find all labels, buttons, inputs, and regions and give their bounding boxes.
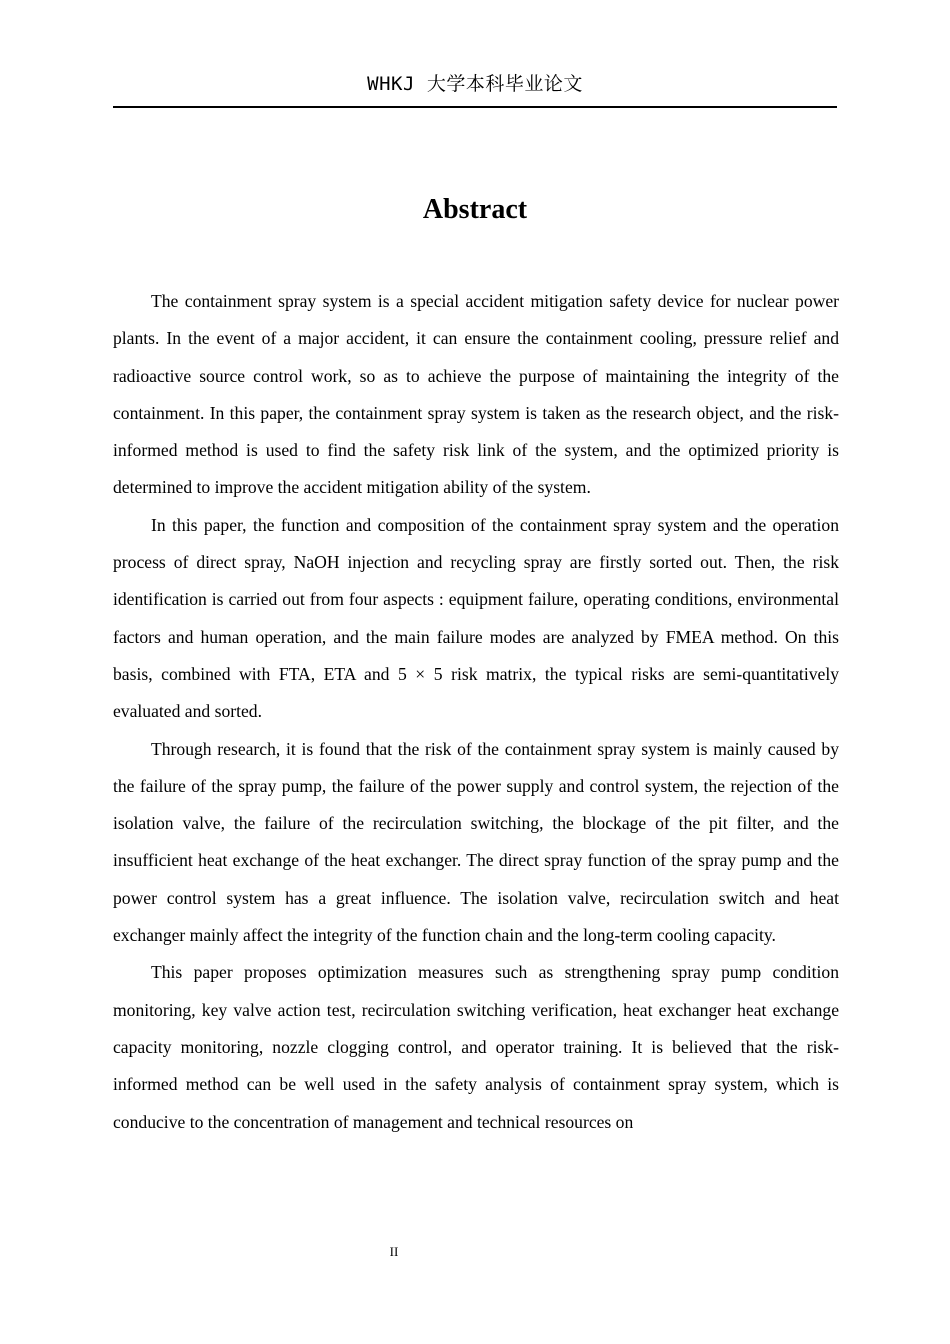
- abstract-paragraph-1: The containment spray system is a special accident mitigation safety device for nuclear power plants. In the event of a major accident, it can ensure the containment cooling, pressure relief and radioactive source control work, so as to achieve the purpose of maintaining the integrity of the containment. In this paper, the containment spray system is taken as the research object, and the risk-informed method is used to find the safety risk link of the system, and the optimized priority is determined to improve the accident mitigation ability of the system.: [113, 291, 839, 498]
- page-header: [113, 68, 837, 108]
- header-title: WHKJ 大学本科毕业论文: [367, 73, 583, 95]
- abstract-paragraph-3: Through research, it is found that the risk of the containment spray system is mainly caused by the failure of the spray pump, the failure of the power supply and control system, the rejection of the isolation valve, the failure of the recirculation switching, the blockage of the pit filter, and the insufficient heat exchange of the heat exchanger. The direct spray function of the spray pump and the power control system has a great influence. The isolation valve, recirculation switch and heat exchanger mainly affect the integrity of the function chain and the long-term cooling capacity.: [113, 738, 839, 946]
- abstract-paragraph-4: This paper proposes optimization measures such as strengthening spray pump condition monitoring, key valve action test, recirculation switching verification, heat exchanger heat exchange capacity monitoring, nozzle clogging control, and operator training. It is believed that the risk-informed method can be well used in the safety analysis of containment spray system, which is conducive to the concentration of management and technical resources on: [113, 962, 839, 1132]
- abstract-paragraph-2: In this paper, the function and composition of the containment spray system and the operation process of direct spray, NaOH injection and recycling spray are firstly sorted out. Then, the risk identification is carried out from four aspects : equipment failure, operating conditions, environmental factors and human operation, and the main failure modes are analyzed by FMEA method. On this basis, combined with FTA, ETA and 5 × 5 risk matrix, the typical risks are semi-quantitatively evaluated and sorted.: [113, 514, 839, 722]
- abstract-title: Abstract: [422, 194, 528, 225]
- page-number: II: [389, 1244, 399, 1259]
- abstract-body: [113, 283, 839, 1141]
